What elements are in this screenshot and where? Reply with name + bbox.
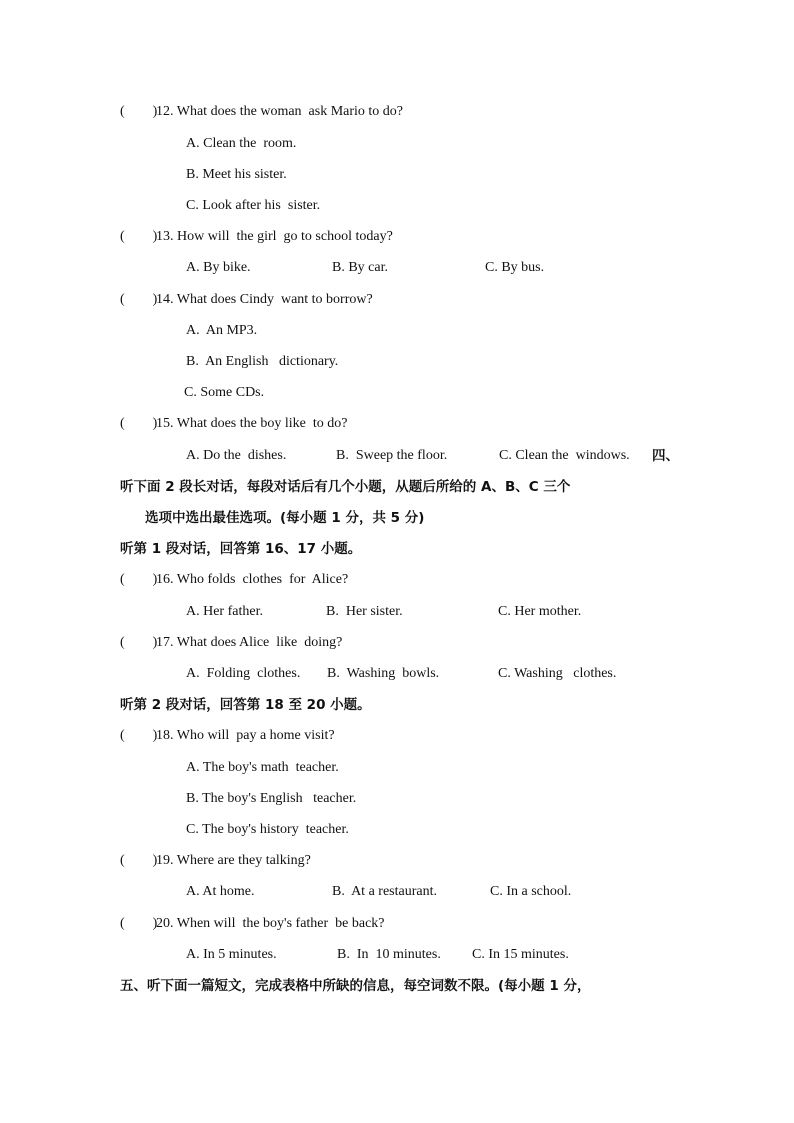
section-5-instructions: 五、听下面一篇短文，完成表格中所缺的信息，每空词数不限。(每小题 1 分， [120,978,591,994]
question-text: 18. Who will pay a home visit? [156,728,335,743]
option-c: C. In 15 minutes. [472,947,569,962]
option-b: B. By car. [332,260,388,275]
option-a: A. At home. [186,884,255,899]
dialog-1-heading: 听第 1 段对话，回答第 16、17 小题。 [120,541,362,557]
option-a: A. Clean the room. [186,136,297,151]
answer-blank[interactable]: ( ) [120,104,158,119]
question-13 [120,228,393,246]
option-b: B. Her sister. [326,604,403,619]
answer-blank[interactable]: ( ) [120,416,158,431]
question-18 [120,727,335,745]
answer-blank[interactable]: ( ) [120,916,158,931]
option-b: B. An English dictionary. [186,354,339,369]
section-4-instructions-line2: 选项中选出最佳选项。(每小题 1 分，共 5 分) [145,510,425,526]
question-20 [120,915,385,933]
question-16 [120,571,348,589]
option-a: A. Her father. [186,604,263,619]
answer-blank[interactable]: ( ) [120,572,158,587]
option-a: A. Folding clothes. [186,666,301,681]
question-17 [120,634,342,652]
section-4-instructions-line1: 听下面 2 段长对话，每段对话后有几个小题，从题后所给的 A、B、C 三个 [120,479,571,495]
section-4-number: 四、 [652,448,679,464]
answer-blank[interactable]: ( ) [120,853,158,868]
option-b: B. Meet his sister. [186,167,287,182]
question-text: 12. What does the woman ask Mario to do? [156,104,404,119]
option-b: B. In 10 minutes. [337,947,441,962]
answer-blank[interactable]: ( ) [120,728,158,743]
answer-blank[interactable]: ( ) [120,292,158,307]
option-a: A. An MP3. [186,323,258,338]
question-19 [120,852,311,870]
dialog-2-heading: 听第 2 段对话，回答第 18 至 20 小题。 [120,697,371,713]
option-b: B. Sweep the floor. [336,448,448,463]
question-12 [120,103,403,121]
option-b: B. Washing bowls. [327,666,440,681]
question-text: 16. Who folds clothes for Alice? [156,572,349,587]
option-b: B. At a restaurant. [332,884,437,899]
option-c: C. Her mother. [498,604,582,619]
option-a: A. In 5 minutes. [186,947,277,962]
option-c: C. The boy's history teacher. [186,822,349,837]
question-text: 17. What does Alice like doing? [156,635,343,650]
option-c: C. Look after his sister. [186,198,321,213]
question-text: 20. When will the boy's father be back? [156,916,385,931]
option-c: C. Washing clothes. [498,666,617,681]
answer-blank[interactable]: ( ) [120,229,158,244]
option-c: C. Clean the windows. [499,448,630,463]
option-c: C. In a school. [490,884,572,899]
question-15 [120,415,347,433]
question-text: 13. How will the girl go to school today? [156,229,393,244]
option-b: B. The boy's English teacher. [186,791,357,806]
option-c: C. By bus. [485,260,545,275]
option-a: A. Do the dishes. [186,448,287,463]
question-text: 15. What does the boy like to do? [156,416,348,431]
option-a: A. By bike. [186,260,251,275]
question-text: 19. Where are they talking? [156,853,311,868]
option-a: A. The boy's math teacher. [186,760,339,775]
question-text: 14. What does Cindy want to borrow? [156,292,373,307]
question-14 [120,291,373,309]
option-c: C. Some CDs. [184,385,265,400]
answer-blank[interactable]: ( ) [120,635,158,650]
